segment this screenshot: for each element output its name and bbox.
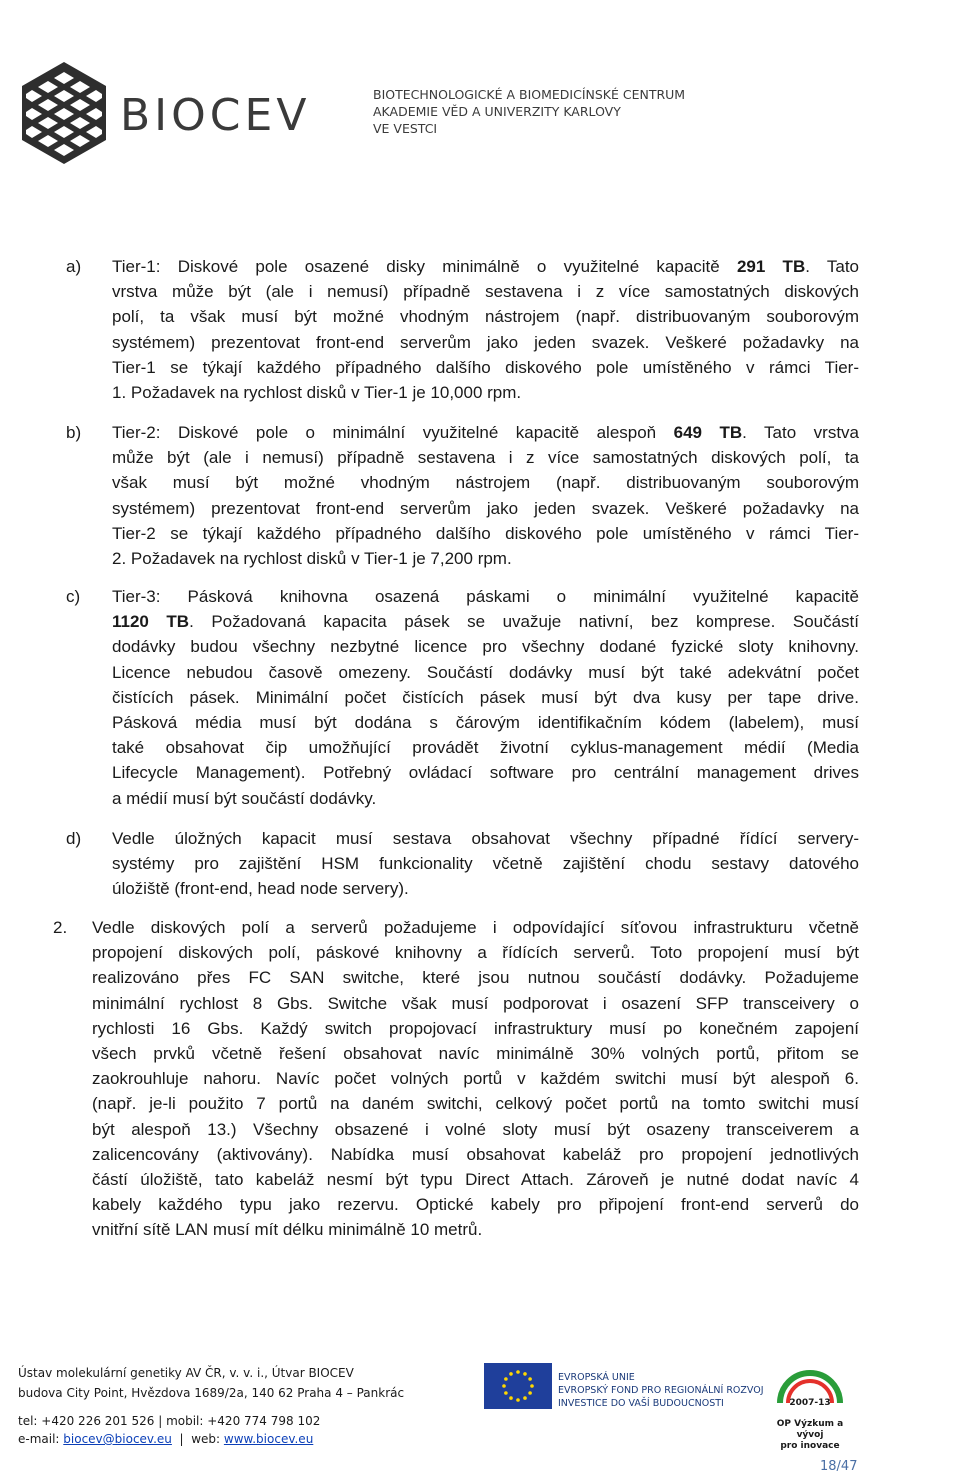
bold-value: 649 TB xyxy=(673,423,743,442)
eu-star-icon xyxy=(523,1372,527,1376)
bold-value: 291 TB xyxy=(736,257,806,276)
text-segment: . Požadovaná kapacita pásek se uvažuje nativní, bez komprese. Součástí xyxy=(189,612,860,632)
text-line: dodávky budou všechny nezbytné licence pro všechny dodané fyzické sloty knihovny. xyxy=(112,637,859,657)
op-text xyxy=(770,1419,850,1452)
text-line: vnitřní sítě LAN musí mít délku minimálně 10 metrů. xyxy=(92,1220,483,1240)
text-line: realizováno přes FC SAN switche, které jsou nutnou součástí dodávky. Požadujeme xyxy=(92,968,859,988)
text-line: však musí být možné vhodným nástrojem (např. distribuovaným souborovým xyxy=(112,473,859,493)
web-separator: | web: xyxy=(171,1432,224,1446)
eu-star-icon xyxy=(523,1396,527,1400)
text-line: Tier-1 se týkají každého případného dalšího diskového pole umístěného v rámci Tier- xyxy=(112,357,859,377)
text-line: Tier-3: Pásková knihovna osazená páskami o minimální využitelné kapacitě xyxy=(112,587,859,606)
list-marker: c) xyxy=(66,587,81,606)
institution-name xyxy=(373,86,685,137)
text-line: být alespoň 13.) Všechny obsazené i volné sloty musí být osazeny transceiverem a xyxy=(92,1119,859,1139)
op-years: 2007-13 xyxy=(789,1398,831,1408)
eu-line: INVESTICE DO VAŠÍ BUDOUCNOSTI xyxy=(558,1398,724,1409)
text-line: úložiště (front-end, head node servery). xyxy=(112,879,409,899)
web-link[interactable]: www.biocev.eu xyxy=(223,1432,314,1446)
text-line: 2. Požadavek na rychlost disků v Tier-1 je 7,200 rpm. xyxy=(112,549,512,568)
eu-star-icon xyxy=(528,1377,532,1381)
text-segment: . Tato xyxy=(805,257,859,276)
text-line: Pásková média musí být dodána s čárovým identifikačním kódem (labelem), musí xyxy=(112,713,859,732)
text-line xyxy=(112,609,859,634)
eu-line: EVROPSKÝ FOND PRO REGIONÁLNÍ ROZVOJ xyxy=(558,1385,764,1396)
text-line: rychlosti 16 Gbs. Každý switch propojovací infrastruktury musí po konečném zapojení xyxy=(92,1018,859,1038)
text-line xyxy=(112,254,859,279)
text-line: Licence nebudou časově omezeny. Součástí dodávky musí být také adekvátní počet xyxy=(112,662,859,682)
page-footer xyxy=(0,1355,960,1477)
text-line: Vedle úložných kapacit musí sestava obsahovat všechny případné řídící servery- xyxy=(112,829,859,848)
list-marker: a) xyxy=(66,257,82,276)
text-line: 1. Požadavek na rychlost disků v Tier-1 je 10,000 rpm. xyxy=(112,383,522,402)
text-segment: Tier-1: Diskové pole osazené disky minimálně o využitelné kapacitě xyxy=(112,257,737,276)
text-line: částí úložiště, tato kabeláž nesmí být typu Direct Attach. Zároveň je nutné dodat navíc 4 xyxy=(92,1170,859,1189)
text-line: také obsahovat čip umožňující provádět životní cyklus-management médií (Media xyxy=(112,738,859,758)
email-web-line xyxy=(18,1430,320,1448)
eu-star-icon xyxy=(516,1398,520,1402)
text-line: a médií musí být součástí dodávky. xyxy=(112,788,377,808)
text-line: čistících pásek. Minimální počet čistících pásek musí být dva kusy per tape drive. xyxy=(112,687,859,707)
eu-star-icon xyxy=(504,1391,508,1395)
eu-fund-text xyxy=(558,1371,764,1410)
text-line: zalicencovány (aktivovány). Nabídka musí obsahovat kabeláž pro propojení jednotlivých xyxy=(92,1144,859,1164)
institution-line: VE VESTCI xyxy=(373,121,438,136)
eu-star-icon xyxy=(504,1377,508,1381)
address-line: Ústav molekulární genetiky AV ČR, v. v. i., Útvar BIOCEV xyxy=(18,1366,354,1380)
eu-star-icon xyxy=(509,1396,513,1400)
address-line: budova City Point, Hvězdova 1689/2a, 140 62 Praha 4 – Pankrác xyxy=(18,1386,405,1400)
list-marker: b) xyxy=(66,423,82,442)
footer-contact xyxy=(18,1412,320,1448)
text-line: minimální rychlost 8 Gbs. Switche však musí podporovat i osazení SFP transceivery o xyxy=(92,993,859,1013)
text-line: polí, ta však musí být možné vhodným nástrojem (např. distribuovaným souborovým xyxy=(112,307,859,327)
biocev-hex-logo xyxy=(18,60,110,166)
text-line: Vedle diskových polí a serverů požadujeme i odpovídající síťovou infrastrukturu včetně xyxy=(92,918,859,937)
text-line: Lifecycle Management). Potřebný ovládací software pro centrální management drives xyxy=(112,763,859,783)
text-line: všech prvků včetně řešení obsahovat navíc minimálně 30% volných portů, přitom se xyxy=(92,1044,859,1063)
text-segment: Tier-2: Diskové pole o minimální využitelné kapacitě alespoň xyxy=(112,423,674,442)
op-line: pro inovace xyxy=(780,1441,840,1451)
list-marker: 2. xyxy=(53,918,68,937)
eu-star-icon xyxy=(509,1372,513,1376)
page-number: 18/47 xyxy=(820,1459,858,1474)
email-link[interactable]: biocev@biocev.eu xyxy=(63,1432,172,1446)
text-line: systémy pro zajištění HSM funkcionality včetně zajištění chodu sestavy datového xyxy=(112,854,859,874)
page-header xyxy=(0,0,960,175)
institution-line: AKADEMIE VĚD A UNIVERZITY KARLOVY xyxy=(373,104,621,119)
biocev-logo-text: BIOCEV xyxy=(120,90,311,141)
eu-star-icon xyxy=(516,1370,520,1374)
text-line: systémem) prezentovat front-end serverům jako jeden svazek. Veškeré požadavky na xyxy=(112,498,859,518)
op-line: OP Výzkum a vývoj xyxy=(776,1419,844,1440)
text-line: zaokrouhluje nahoru. Navíc počet volných portů v každém switchi musí být alespoň 6. xyxy=(92,1069,859,1089)
email-label: e-mail: xyxy=(18,1432,64,1446)
text-segment: . Tato vrstva xyxy=(742,423,859,442)
institution-line: BIOTECHNOLOGICKÉ A BIOMEDICÍNSKÉ CENTRUM xyxy=(373,87,686,102)
text-line: (např. je-li použito 7 portů na daném switchi, celkový počet portů na tomto switchi musí xyxy=(92,1094,859,1114)
footer-address xyxy=(18,1363,404,1403)
text-line: Tier-2 se týkají každého případného dalšího diskového pole umístěného v rámci Tier- xyxy=(112,523,859,543)
eu-star-icon xyxy=(530,1384,534,1388)
eu-line: EVROPSKÁ UNIE xyxy=(558,1372,635,1383)
text-line: vrstva může být (ale i nemusí) případně sestavena i z více samostatných diskových xyxy=(112,282,859,302)
eu-star-icon xyxy=(502,1384,506,1388)
text-line xyxy=(112,420,859,445)
bold-value: 1120 TB xyxy=(112,612,190,632)
op-vavpi-logo xyxy=(770,1363,850,1418)
text-line: může být (ale i nemusí) případně sestavena i z více samostatných diskových polí, ta xyxy=(112,448,859,468)
text-line: kabely každého typu jako rezervu. Optické kabely pro připojení front-end serverů do xyxy=(92,1195,859,1215)
text-line: propojení diskových polí, páskové knihovny a řídících serverů. Toto propojení musí být xyxy=(92,943,859,963)
text-line: systémem) prezentovat front-end serverům jako jeden svazek. Veškeré požadavky na xyxy=(112,332,859,352)
eu-flag-icon xyxy=(484,1363,552,1409)
eu-star-icon xyxy=(528,1391,532,1395)
phone-line: tel: +420 226 201 526 | mobil: +420 774 798 102 xyxy=(18,1414,321,1428)
list-marker: d) xyxy=(66,829,82,848)
